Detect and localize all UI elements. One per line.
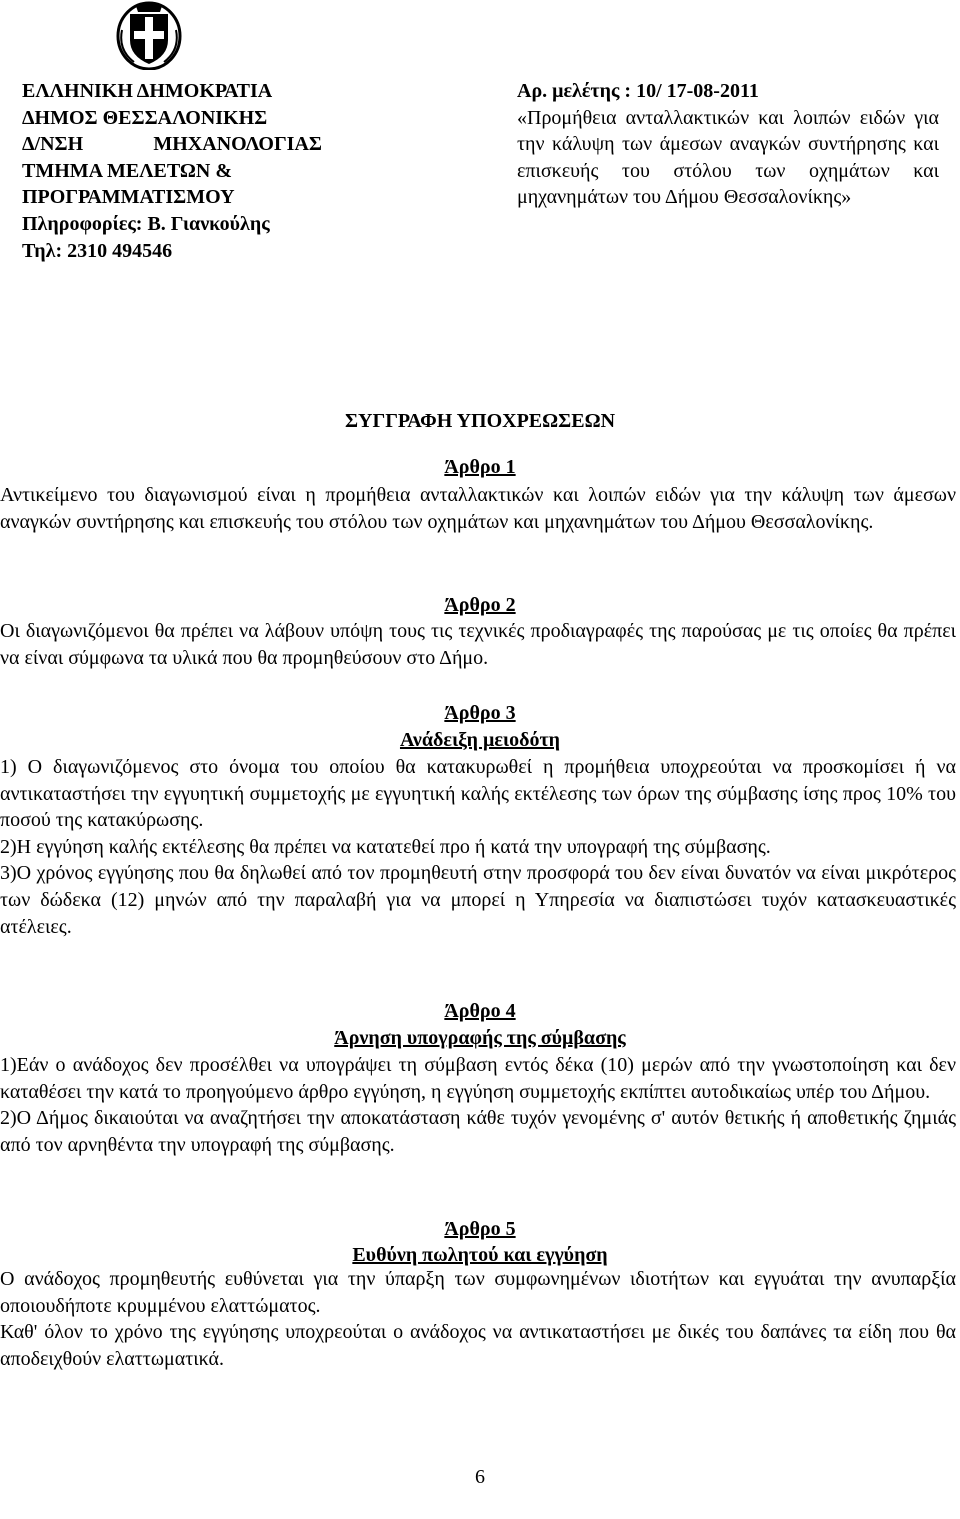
article-1-heading: Άρθρο 1 [444,456,516,478]
article-1-body [0,482,956,535]
directorate-prefix: Δ/ΝΣΗ [22,133,84,156]
article-4-body [0,1052,956,1158]
header-line-directorate [22,131,322,158]
article-5-subheading: Ευθύνη πωλητού και εγγύηση [352,1244,608,1266]
article-4-paragraph-2: 2)Ο Δήμος δικαιούται να αναζητήσει την αποκατάσταση κάθε τυχόν γενομένης σ' αυτόν θετικής ή αποθετικής ζημιάς από τον αρνηθέντα την υπογραφή της σύμβασης. [0,1107,956,1156]
study-header [517,78,939,211]
page-number: 6 [475,1466,485,1488]
article-5-paragraph-1: Ο ανάδοχος προμηθευτής ευθύνεται για την ύπαρξη των συμφωνημένων ιδιοτήτων και εγγυάται την ανυπαρξία οποιουδήποτε κρυμμένου ελαττώματος. [0,1268,956,1317]
directorate-name: ΜΗΧΑΝΟΛΟΓΙΑΣ [153,133,322,156]
article-5-body [0,1266,956,1372]
study-number: Αρ. μελέτης : 10/ 17-08-2011 [517,80,759,102]
article-1-paragraph: Αντικείμενο του διαγωνισμού είναι η προμήθεια ανταλλακτικών και λοιπών ειδών για την κάλυψη των άμεσων αναγκών συντήρησης και επισκευής του στόλου των οχημάτων και μηχανημάτων του Δήμου Θεσσαλονίκης. [0,484,956,533]
header-line-programming: ΠΡΟΓΡΑΜΜΑΤΙΣΜΟΥ [22,186,235,209]
article-2-heading: Άρθρο 2 [444,594,516,616]
article-5-paragraph-2: Καθ' όλον το χρόνο της εγγύησης υποχρεούται ο ανάδοχος να αντικαταστήσει με δικές του δαπάνες τα είδη που θα αποδειχθούν ελαττωματικά. [0,1321,956,1370]
article-2-paragraph: Οι διαγωνιζόμενοι θα πρέπει να λάβουν υπόψη τους τις τεχνικές προδιαγραφές της παρούσας με τις οποίες θα πρέπει να είναι σύμφωνα τα υλικά που θα προμηθεύσουν στο Δήμο. [0,620,956,669]
article-4-subheading: Άρνηση υπογραφής της σύμβασης [334,1027,626,1049]
header-line-republic: ΕΛΛΗΝΙΚΗ ΔΗΜΟΚΡΑΤΙΑ [22,80,273,102]
article-3-body [0,754,956,940]
header-line-phone: Τηλ: 2310 494546 [22,239,173,262]
article-4-heading: Άρθρο 4 [444,1000,516,1022]
issuer-header [22,78,332,264]
article-3-paragraph-2: 2)Η εγγύηση καλής εκτέλεσης θα πρέπει να κατατεθεί προ ή κατά την υπογραφή της σύμβασης. [0,835,771,858]
article-3-heading: Άρθρο 3 [444,702,516,724]
header-line-municipality: ΔΗΜΟΣ ΘΕΣΣΑΛΟΝΙΚΗΣ [22,106,268,129]
header-line-department: ΤΜΗΜΑ ΜΕΛΕΤΩΝ & [22,159,232,182]
article-5-heading: Άρθρο 5 [444,1218,516,1240]
study-subject: «Προμήθεια ανταλλακτικών και λοιπών ειδών για την κάλυψη των άμεσων αναγκών συντήρησης και επισκευής του στόλου των οχημάτων και μηχανημάτων του Δήμου Θεσσαλονίκης» [517,106,939,209]
article-3-paragraph-1: 1) Ο διαγωνιζόμενος στο όνομα του οποίου θα κατακυρωθεί η προμήθεια υποχρεούται να προσκομίσει ή να αντικαταστήσει την εγγυητική συμμετοχής με εγγυητική καλής εκτέλεσης των όρων της σύμβασης ίσης προς 10% του ποσού της κατακύρωσης. [0,756,956,832]
greek-coat-of-arms-emblem [116,0,182,70]
header-line-contact: Πληροφορίες: Β. Γιανκούλης [22,212,270,235]
article-3-subheading: Ανάδειξη μειοδότη [399,729,561,751]
document-title: ΣΥΓΓΡΑΦΗ ΥΠΟΧΡΕΩΣΕΩΝ [344,410,616,432]
article-4-paragraph-1: 1)Εάν ο ανάδοχος δεν προσέλθει να υπογράψει τη σύμβαση εντός δέκα (10) μερών από την γνωστοποίηση και δεν καταθέσει την κατά το προηγούμενο άρθρο εγγύηση, η εγγύηση συμμετοχής εκπίπτει αυτοδικαίως υπέρ του Δήμου. [0,1054,956,1103]
article-2-body [0,618,956,671]
article-3-paragraph-3: 3)Ο χρόνος εγγύησης που θα δηλωθεί από τον προμηθευτή στην προσφορά του δεν είναι δυνατόν να είναι μικρότερος των δώδεκα (12) μηνών από την παραλαβή για να μπορεί η Υπηρεσία να διαπιστώσει τυχόν κατασκευαστικές ατέλειες. [0,862,956,938]
